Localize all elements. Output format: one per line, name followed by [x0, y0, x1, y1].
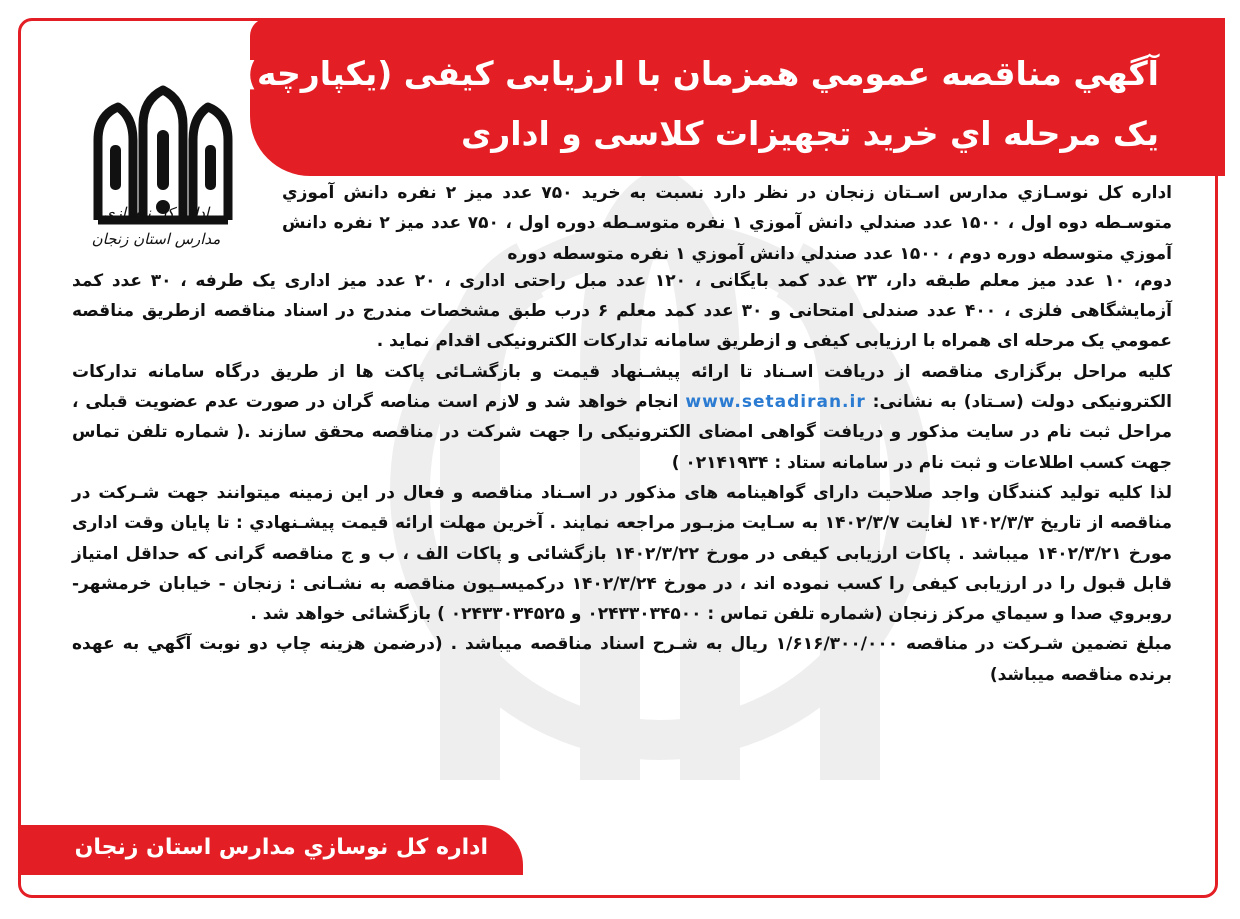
notice-title-line1: آگهي مناقصه عمومي همزمان با ارزيابی كيفی (يكپارچه) — [241, 54, 1159, 93]
logo-caption-line1: اداره كل نوسازی — [102, 204, 210, 222]
footer-organization-name: اداره كل نوسازي مدارس استان زنجان — [74, 835, 488, 860]
intro-continuation-paragraph: دوم، ۱۰ عدد ميز معلم طبقه دار، ۲۳ عدد كمد بايگانی ، ۱۲۰ عدد مبل راحتی اداری ، ۲۰ عدد ميز اداری يک طرفه ، ۳۰ عدد كمد آزمايشگاهی فلزی ، ۴۰۰ عدد صندلی امتحانی و ۳۰ عدد كمد معلم ۶ درب طبق مشخصات مندرج در اسناد مناقصه ازطريق مناقصه عمومي يک مرحله ای همراه با ارزيابی كيفی و ازطريق سامانه تداركات الكترونيكی اقدام نمايد . — [72, 270, 1172, 352]
stages-text-after: انجام خواهد شد و لازم است مناصه گران در صورت عدم عضويت قبلی ، مراحل ثبت نام در سايت مذكور و دريافت گواهی امضای الكترونيكی را جهت شركت در مناقصه محقق سازند .( شماره تلفن تماس جهت كسب اطلاعات و ثبت نام در سامانه ستاد : ۰۲۱۴۱۹۳۴ ) — [72, 392, 1172, 473]
intro-paragraph: اداره كل نوسـازي مدارس اسـتان زنجان در نظر دارد نسبت به خريد ۷۵۰ عدد ميز ۲ نفره دانش آموزي متوسـطه دوه اول ، ۱۵۰۰ عدد صندلي دانش آموزي ۱ نفره متوسـطه دوره اول ، ۷۵۰ عدد ميز ۲ نفره دانش آموزي متوسطه دوره دوم ، ۱۵۰۰ عدد صندلي دانش آموزي ۱ نفره متوسطه دوره — [282, 183, 1172, 264]
eligibility-paragraph: لذا كليه توليد كنندگان واجد صلاحيت دارای گواهينامه های مذكور در اسـناد مناقصه و فعال در اين زمينه ميتوانند جهت شـركت در مناقصه از تاريخ ۱۴۰۲/۳/۳ لغايت ۱۴۰۲/۳/۷ به سـايت مزبـور مراجعه نمايند . آخرين مهلت ارائه قيمت پيشـنهادي : تا پايان وقت اداری مورخ ۱۴۰۲/۳/۲۱ ميباشد . پاكات ارزيابی كيفی در مورخ ۱۴۰۲/۳/۲۲ بازگشائی و پاكات الف ، ب و ج مناقصه گرانی كه حداقل امتياز قابل قبول را در ارزيابی كيفی را كسب نموده اند ، در مورخ ۱۴۰۲/۳/۲۴ دركميسـيون مناقصه به نشـانی : زنجان - خيابان خرمشهر- روبروي صدا و سيماي مركز زنجان (شماره تلفن تماس : ۰۲۴۳۳۰۳۴۵۰۰ و ۰۲۴۳۳۰۳۴۵۲۵ ) بازگشائی خواهد شد . — [72, 482, 1172, 625]
title-banner — [241, 18, 1225, 176]
stages-text-before: كليه مراحل برگزاری مناقصه از دريافت اسـناد تا ارائه پيشـنهاد قيمت و بازگشـائی پاكت ها از طريق درگاه سامانه تداركات الكترونيكی دولت (سـتاد) به نشانی: — [72, 361, 1172, 413]
guarantee-paragraph: مبلغ تضمين شـركت در مناقصه ۱/۶۱۶/۳۰۰/۰۰۰ ريال به شـرح اسناد مناقصه ميباشد . (درضمن هزينه چاپ دو نوبت آگهي به عهده برنده مناقصه ميباشد) — [72, 634, 1173, 685]
logo-caption-line2: مدارس استان زنجان — [91, 230, 221, 248]
notice-body — [72, 178, 1172, 690]
stages-paragraph — [72, 357, 1172, 478]
footer-banner — [18, 825, 523, 875]
notice-title-line2: يک مرحله اي خريد تجهيزات كلاسی و اداری — [461, 114, 1159, 153]
setadiran-website-link[interactable]: www.setadiran.ir — [685, 392, 866, 413]
